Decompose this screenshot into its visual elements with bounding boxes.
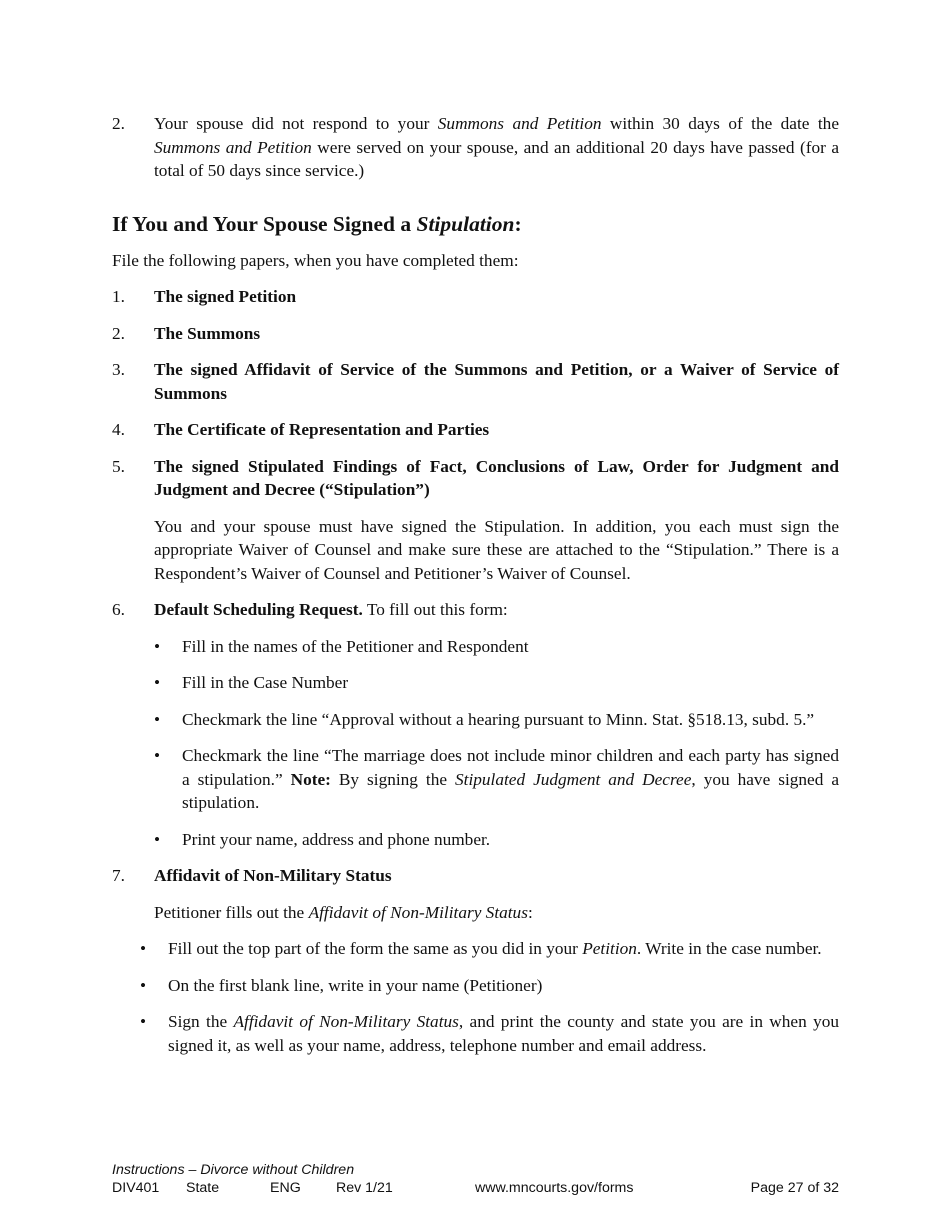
document-body <box>112 112 839 1057</box>
section-heading: If You and Your Spouse Signed a Stipulation: <box>112 211 522 236</box>
bullet-icon: • <box>154 709 161 729</box>
item-text: Your spouse did not respond to your <box>154 114 438 133</box>
bullet-icon: • <box>140 939 147 958</box>
item-number: 4. <box>112 420 125 439</box>
bullet-text: Checkmark the line “Approval without a hearing pursuant to Minn. Stat. §518.13, subd. 5.” <box>182 709 815 729</box>
bullet-item <box>154 708 839 732</box>
bullet-icon: • <box>140 1012 147 1031</box>
item7-lead: Petitioner fills out the Affidavit of Non-Military Status: <box>154 902 533 922</box>
page-footer <box>112 1162 839 1198</box>
item-number: 5. <box>112 456 125 476</box>
bullet-text: , and print the county and state you are in when you signed it, as well as your name, address, telephone number and email address. <box>168 1012 839 1055</box>
item-number: 2. <box>112 114 125 133</box>
list-item <box>112 864 839 888</box>
bullet-icon: • <box>154 673 161 692</box>
bullet-item <box>154 635 839 659</box>
footer-language: ENG <box>270 1180 301 1196</box>
item-italic: Summons and Petition <box>154 137 312 157</box>
bullet-item <box>154 744 839 815</box>
item-number: 7. <box>112 866 125 885</box>
bullet-item <box>154 828 839 852</box>
bullet-text: . Write in the case number. <box>636 939 822 958</box>
list-item <box>112 455 839 502</box>
footer-page-number: Page 27 of 32 <box>750 1180 839 1196</box>
bullet-item <box>140 974 839 998</box>
bullet-text: Checkmark the line “The marriage does not include minor children and each party has signed a stipulation.” <box>182 746 839 789</box>
item-number: 6. <box>112 600 125 619</box>
bullet-icon: • <box>154 746 161 765</box>
bullet-text: Print your name, address and phone number. <box>182 829 491 849</box>
bullet-text: Fill in the Case Number <box>182 673 349 692</box>
footer-title: Instructions – Divorce without Children <box>112 1162 355 1178</box>
bullet-italic: Petition <box>582 939 637 958</box>
bullet-icon: • <box>154 636 161 656</box>
item-number: 2. <box>112 323 125 343</box>
list-item <box>112 285 839 309</box>
bullet-text: By signing the <box>330 769 456 789</box>
bullet-text: Sign the <box>168 1012 234 1031</box>
item-number: 1. <box>112 287 125 306</box>
bullet-item <box>154 671 839 695</box>
bullet-icon: • <box>140 975 147 995</box>
item-title: Default Scheduling Request. <box>154 600 363 619</box>
list-item <box>112 418 839 442</box>
bullet-text: On the first blank line, write in your name (Petitioner) <box>168 975 543 995</box>
bullet-text: Fill in the names of the Petitioner and Respondent <box>182 636 529 656</box>
bullet-text: Fill out the top part of the form the same as you did in your <box>168 939 583 958</box>
item-title: The signed Affidavit of Service of the Summons and Petition, or a Waiver of Service of Summons <box>154 360 839 403</box>
footer-form-code: DIV401 <box>112 1180 160 1196</box>
footer-revision: Rev 1/21 <box>336 1180 393 1196</box>
item-italic: Summons and Petition <box>437 114 602 133</box>
note-label: Note: <box>290 769 331 789</box>
item-title: The signed Stipulated Findings of Fact, Conclusions of Law, Order for Judgment and Judgment and Decree (“Stipulation”) <box>154 456 839 499</box>
bullet-item <box>140 937 839 961</box>
list-item <box>112 322 839 346</box>
list-item <box>112 112 839 183</box>
item-title: Affidavit of Non-Military Status <box>154 866 392 885</box>
bullet-italic: Affidavit of Non-Military Status <box>233 1012 459 1031</box>
bullet-italic: Stipulated Judgment and Decree <box>455 769 692 789</box>
footer-url: www.mncourts.gov/forms <box>475 1180 634 1196</box>
section-lead: File the following papers, when you have completed them: <box>112 250 519 270</box>
item-title: The signed Petition <box>154 287 297 306</box>
bullet-icon: • <box>154 829 161 849</box>
item-number: 3. <box>112 360 125 379</box>
item-text: were served on your spouse, and an additional 20 days have passed (for a total of 50 days since service.) <box>154 137 839 180</box>
bullet-text: , you have signed a stipulation. <box>182 769 839 812</box>
item-text: within 30 days of the date the <box>601 114 839 133</box>
footer-state: State <box>186 1180 220 1196</box>
item-title: The Summons <box>154 323 261 343</box>
item5-note: You and your spouse must have signed the Stipulation. In addition, you each must sign the appropriate Waiver of Counsel and make sure these are attached to the “Stipulation.” There is a Respondent’s Waiver of Counsel and Petitioner’s Waiver of Counsel. <box>154 516 839 583</box>
bullet-item <box>140 1010 839 1057</box>
item-text: To fill out this form: <box>362 600 508 619</box>
list-item <box>112 598 839 622</box>
item-title: The Certificate of Representation and Parties <box>154 420 490 439</box>
list-item <box>112 358 839 405</box>
